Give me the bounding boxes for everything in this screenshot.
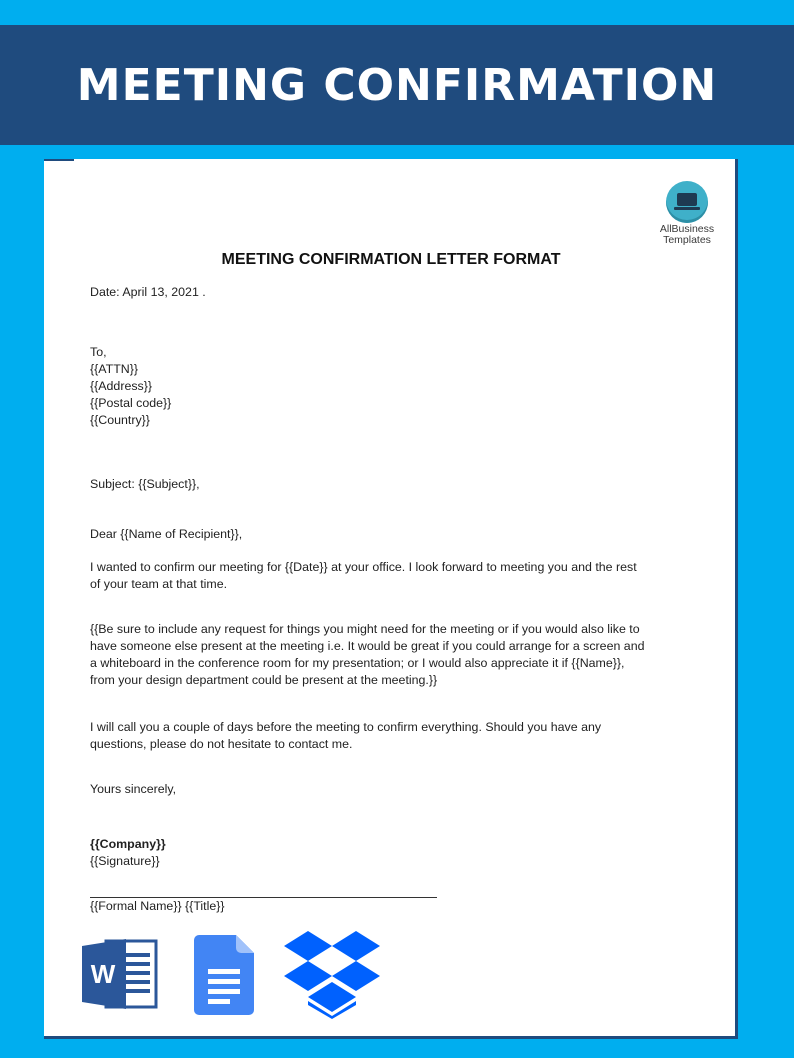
word-icon[interactable] [82, 937, 158, 1016]
header-banner [0, 25, 794, 145]
postal-code-line: {{Postal code}} [90, 396, 172, 410]
company-line: {{Company}} [90, 837, 166, 851]
date-line: Date: April 13, 2021 . [90, 285, 206, 299]
paragraph-3: I will call you a couple of days before the meeting to confirm everything. Should you have any questions, please do not hesitate to contact me. [90, 720, 602, 751]
page-top-line [44, 159, 74, 161]
signature-line: {{Signature}} [90, 854, 160, 868]
to-line: To, [90, 345, 107, 359]
recipient-block [90, 344, 171, 429]
document-title: MEETING CONFIRMATION LETTER FORMAT [221, 251, 561, 268]
country-line: {{Country}} [90, 413, 150, 427]
paragraph-1: I wanted to confirm our meeting for {{Date}} at your office. I look forward to meeting you and the rest of your team at that time. [90, 560, 637, 591]
laptop-icon [666, 181, 708, 223]
closing: Yours sincerely, [90, 782, 177, 796]
subject-line: Subject: {{Subject}}, [90, 477, 200, 491]
svg-text:W: W [90, 959, 116, 989]
letter-page [44, 159, 738, 1039]
dropbox-icon[interactable] [284, 931, 380, 1024]
formal-name-line: {{Formal Name}} {{Title}} [90, 899, 225, 913]
logo-text: AllBusiness Templates [659, 223, 715, 246]
salutation: Dear {{Name of Recipient}}, [90, 527, 243, 541]
address-line: {{Address}} [90, 379, 153, 393]
paragraph-2: {{Be sure to include any request for things you might need for the meeting or if you would also like to have someone else present at the meeting i.e. It would be great if you could arrange for a screen and a whiteboard in the conference room for my presentation; or I would also appreciate it if {{Name}}, from your design department could be present at the meeting.}} [90, 622, 645, 687]
banner-title: MEETING CONFIRMATION [76, 59, 718, 111]
signature-block [90, 836, 166, 870]
attn-line: {{ATTN}} [90, 362, 138, 376]
allbusiness-logo [652, 181, 722, 246]
google-docs-icon[interactable] [194, 935, 254, 1020]
